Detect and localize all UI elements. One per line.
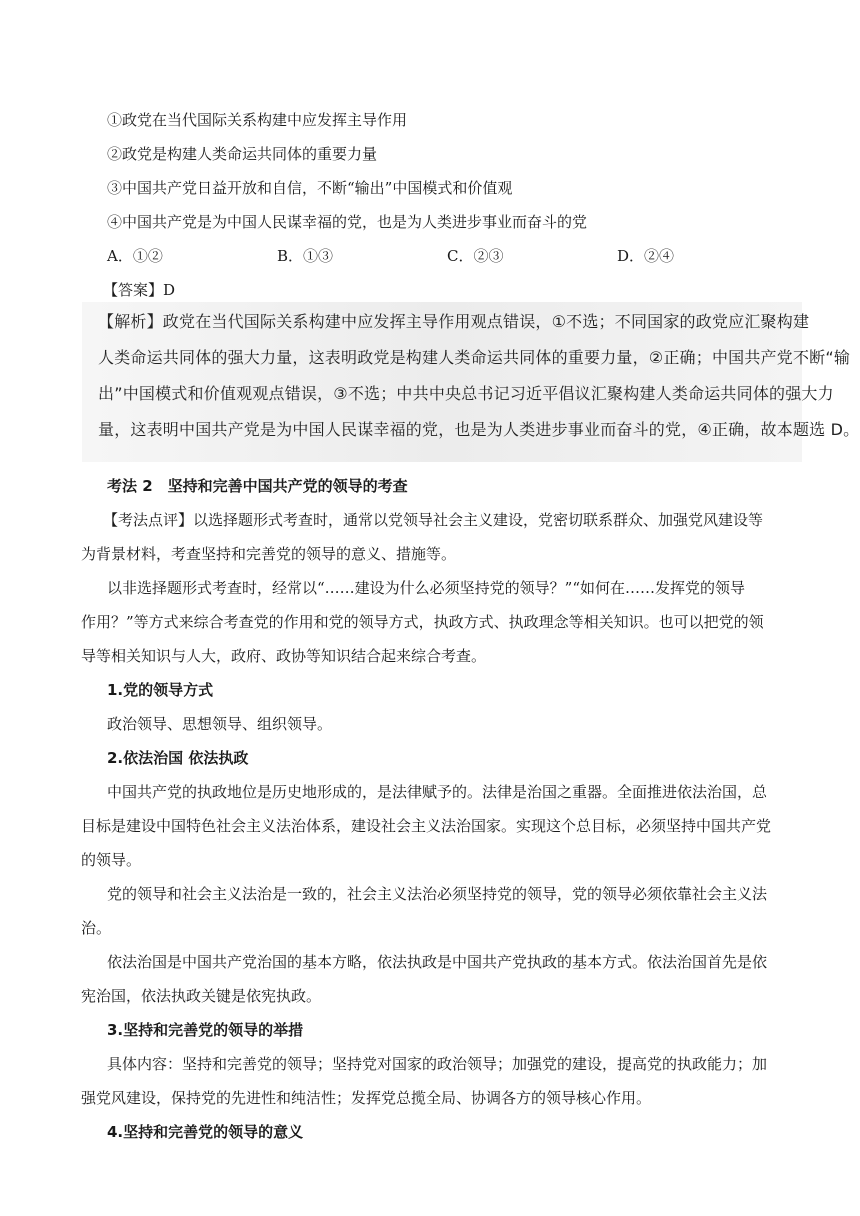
h2-p1-line-2: 目标是建设中国特色社会主义法治体系，建设社会主义法治国家。实现这个总目标，必须坚持中国共产党	[81, 817, 772, 835]
heading-2: 2.依法治国 依法执政	[107, 749, 249, 767]
nonchoice-line-2: 作用？”等方式来综合考查党的作用和党的领导方式，执政方式、执政理念等相关知识。也可以把党的领	[81, 613, 764, 631]
statement-1: ①政党在当代国际关系构建中应发挥主导作用	[107, 111, 408, 129]
heading-3: 3.坚持和完善党的领导的举措	[107, 1021, 304, 1039]
answer-line: 【答案】D	[103, 281, 176, 299]
nonchoice-line-3: 导等相关知识与人大，政府、政协等知识结合起来综合考查。	[81, 647, 487, 665]
choice-c: C．②③	[447, 247, 504, 265]
h2-p3-line-1: 依法治国是中国共产党治国的基本方略，依法执政是中国共产党执政的基本方式。依法治国首先是依	[107, 953, 768, 971]
heading-1: 1.党的领导方式	[107, 681, 214, 699]
h2-p3-line-2: 宪治国，依法执政关键是依宪执政。	[81, 987, 322, 1005]
h2-p2-line-1: 党的领导和社会主义法治是一致的，社会主义法治必须坚持党的领导，党的领导必须依靠社会主义法	[107, 885, 768, 903]
choice-b: B．①③	[277, 247, 334, 265]
heading-1-text: 政治领导、思想领导、组织领导。	[107, 715, 333, 733]
statement-2: ②政党是构建人类命运共同体的重要力量	[107, 145, 378, 163]
h3-line-1: 具体内容：坚持和完善党的领导；坚持党对国家的政治领导；加强党的建设，提高党的执政能力；加	[107, 1055, 768, 1073]
heading-4: 4.坚持和完善党的领导的意义	[107, 1123, 304, 1141]
kaofa-line-2: 为背景材料，考查坚持和完善党的领导的意义、措施等。	[81, 545, 457, 563]
choice-d: D．②④	[617, 247, 675, 265]
analysis-line-3: 出”中国模式和价值观观点错误，③不选；中共中央总书记习近平倡议汇聚构建人类命运共同体的强大力	[98, 384, 834, 403]
statement-3: ③中国共产党日益开放和自信，不断“输出”中国模式和价值观	[107, 179, 513, 197]
h2-p1-line-1: 中国共产党的执政地位是历史地形成的，是法律赋予的。法律是治国之重器。全面推进依法治国，总	[107, 783, 768, 801]
h3-line-2: 强党风建设，保持党的先进性和纯洁性；发挥党总揽全局、协调各方的领导核心作用。	[81, 1089, 652, 1107]
h2-p1-line-3: 的领导。	[81, 851, 142, 869]
nonchoice-line-1: 以非选择题形式考查时，经常以“……建设为什么必须坚持党的领导？”“如何在……发挥党的领导	[107, 579, 746, 597]
analysis-line-2: 人类命运共同体的强大力量，这表明政党是构建人类命运共同体的重要力量，②正确；中国共产党不断“输	[98, 348, 851, 367]
statement-4: ④中国共产党是为中国人民谋幸福的党，也是为人类进步事业而奋斗的党	[107, 213, 588, 231]
h2-p2-line-2: 治。	[81, 919, 112, 937]
analysis-box	[82, 302, 860, 462]
section-title: 考法 2 坚持和完善中国共产党的领导的考查	[107, 477, 408, 495]
answer-choices	[107, 246, 787, 266]
analysis-line-4: 量，这表明中国共产党是为中国人民谋幸福的党，也是为人类进步事业而奋斗的党，④正确，故本题选 D。	[98, 420, 860, 439]
kaofa-line-1: 【考法点评】以选择题形式考查时，通常以党领导社会主义建设，党密切联系群众、加强党风建设等	[103, 511, 764, 529]
choice-a: A．①②	[107, 247, 163, 265]
analysis-line-1: 【解析】政党在当代国际关系构建中应发挥主导作用观点错误，①不选；不同国家的政党应汇聚构建	[98, 312, 810, 331]
